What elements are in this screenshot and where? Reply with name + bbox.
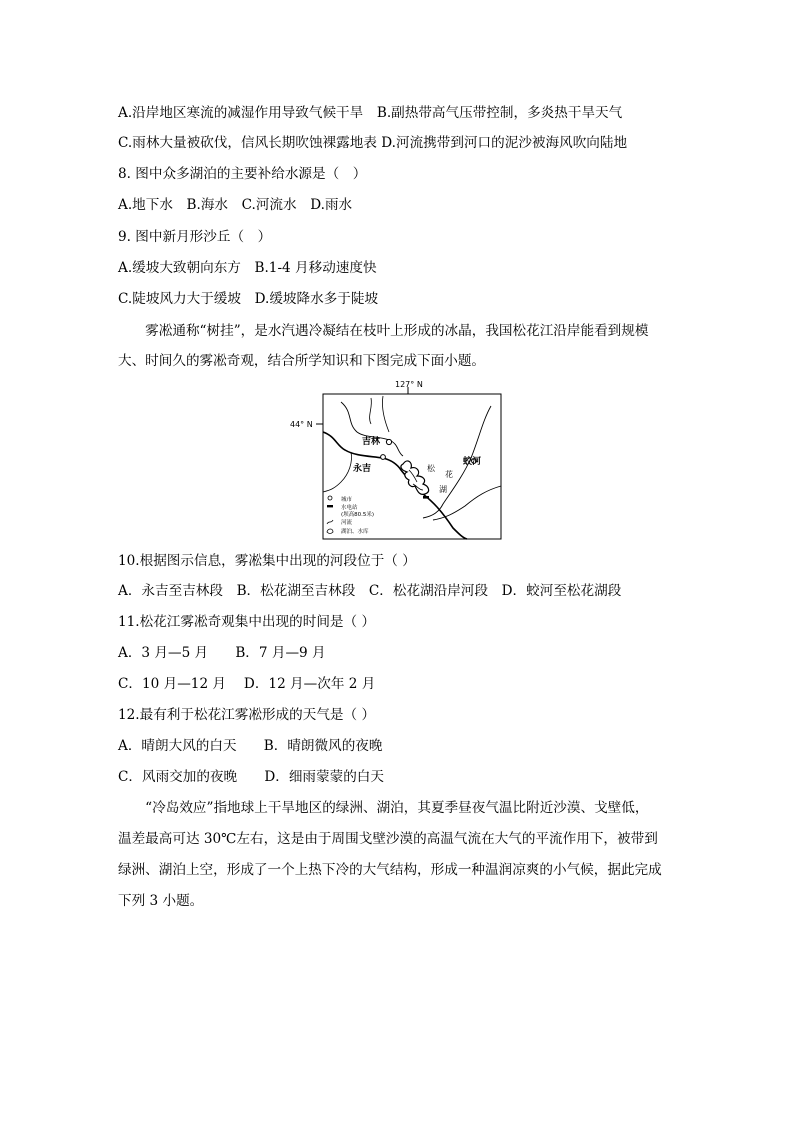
lat-label: 44° N: [290, 420, 313, 429]
river-north-branch: [341, 402, 403, 456]
city-jilin-label: 吉林: [362, 437, 381, 447]
q9-options-cd: C.陡坡风力大于缓坡 D.缓坡降水多于陡坡: [118, 291, 379, 307]
q11-options-cd: C．10 月—12 月 D．12 月—次年 2 月: [118, 676, 376, 692]
legend-city-label: 城市: [341, 497, 353, 503]
city-jiaohe-label: 蛟河: [463, 457, 482, 467]
q10-options: A．永吉至吉林段 B．松花湖至吉林段 C．松花湖沿岸河段 D．蛟河至松花湖段: [118, 583, 622, 599]
city-yongji-label: 永吉: [353, 464, 372, 474]
passage-rime-line-1: 雾凇通称“树挂”，是水汽遇冷凝结在枝叶上形成的冰晶，我国松花江沿岸能看到规模: [118, 323, 649, 339]
city-jilin-icon: [386, 439, 391, 444]
passage-cold-island-line-3: 绿洲、湖泊上空，形成了一个上热下冷的大气结构，形成一种温润凉爽的小气候，据此完成: [118, 862, 662, 878]
legend-dam-height-label: (坝高80.5米): [341, 512, 375, 518]
lake-label-3: 湖: [439, 485, 447, 494]
legend-river-label: 河流: [341, 520, 353, 526]
passage-rime-line-2: 大、时间久的雾凇奇观，结合所学知识和下图完成下面小题。: [118, 353, 486, 369]
q10-stem: 10.根据图示信息，雾凇集中出现的河段位于（ ）: [118, 553, 416, 569]
map-figure: [283, 378, 505, 540]
lake-label-2: 花: [445, 470, 453, 479]
q7-options-cd: C.雨林大量被砍伐，信风长期吹蚀裸露地表 D.河流携带到河口的泥沙被海风吹向陆地: [118, 135, 628, 151]
lake-label-1: 松: [427, 464, 435, 473]
q12-options-cd: C．风雨交加的夜晚 D．细雨蒙蒙的白天: [118, 769, 384, 785]
legend-lake-icon: [327, 529, 333, 534]
passage-cold-island-line-2: 温差最高可达 30℃左右，这是由于周围戈壁沙漠的高温气流在大气的平流作用下，被带到: [118, 831, 658, 847]
q11-stem: 11.松花江雾凇奇观集中出现的时间是（ ）: [118, 614, 376, 630]
legend-hydropower-label: 水电站: [341, 505, 358, 511]
q12-stem: 12.最有利于松花江雾凇形成的天气是（ ）: [118, 707, 376, 723]
city-yongji-icon: [381, 455, 386, 460]
legend-lake-label: 湖泊、水库: [341, 529, 369, 535]
hydropower-station-icon: [423, 496, 429, 499]
map-legend: [327, 495, 374, 535]
legend-city-icon: [328, 496, 332, 500]
lon-label: 127° N: [395, 380, 423, 389]
river-tributary-northwest: [370, 398, 372, 424]
legend-hydropower-icon: [327, 505, 333, 507]
q7-options-ab: A.沿岸地区寒流的减湿作用导致气候干旱 B.副热带高气压带控制，多炎热干旱天气: [118, 105, 623, 121]
river-west-branch: [323, 452, 352, 492]
river-tributary-north: [382, 396, 389, 432]
q12-options-ab: A．晴朗大风的白天 B．晴朗微风的夜晚: [118, 738, 383, 754]
q11-options-ab: A．3 月—5 月 B．7 月—9 月: [118, 645, 326, 661]
passage-cold-island-line-1: “冷岛效应”指地球上干旱地区的绿洲、湖泊，其夏季昼夜气温比附近沙漠、戈壁低，: [118, 800, 649, 816]
songhua-river-map: [283, 378, 505, 540]
legend-river-icon: [327, 520, 333, 524]
q9-stem: 9. 图中新月形沙丘（ ）: [118, 229, 272, 245]
q9-options-ab: A.缓坡大致朝向东方 B.1-4 月移动速度快: [118, 260, 377, 276]
q8-options: A.地下水 B.海水 C.河流水 D.雨水: [118, 197, 353, 213]
passage-cold-island-line-4: 下列 3 小题。: [118, 893, 204, 909]
q8-stem: 8. 图中众多湖泊的主要补给水源是（ ）: [118, 166, 367, 182]
